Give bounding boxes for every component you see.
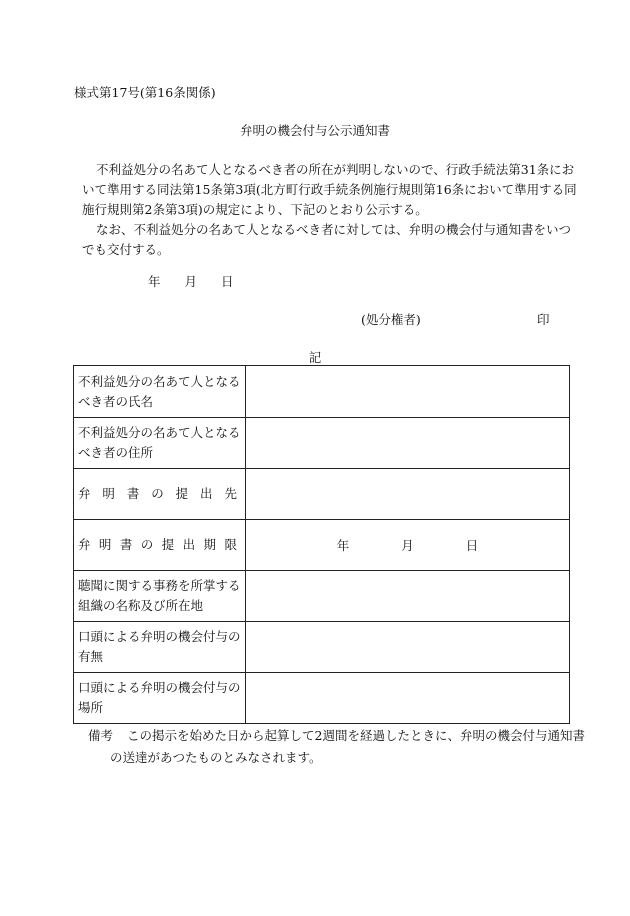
label-char: 明 [102, 486, 115, 501]
row-value [246, 469, 570, 520]
deadline-value [246, 520, 570, 571]
label-char: 出 [200, 486, 213, 501]
remarks-line: の送達があつたものとみなされます。 [110, 750, 322, 765]
body-line: でも交付する。 [82, 242, 170, 257]
label-line: 不利益処分の名あて人となる [78, 425, 241, 440]
label-line: べき者の住所 [78, 445, 154, 460]
row-label [74, 520, 246, 571]
seal-mark: 印 [537, 312, 550, 327]
label-line: 有無 [78, 649, 104, 664]
label-char: 提 [175, 486, 189, 501]
label-line: 口頭による弁明の機会付与の [78, 680, 241, 695]
table-row [74, 622, 570, 673]
document-title: 弁明の機会付与公示通知書 [239, 123, 390, 138]
remarks-label: 備考 [88, 728, 114, 743]
label-char: 書 [126, 486, 140, 501]
label-char: 出 [182, 537, 196, 552]
row-value [246, 571, 570, 622]
label-char: 明 [98, 537, 112, 552]
label-char: 書 [119, 537, 133, 552]
label-char: 弁 [78, 537, 91, 552]
body-line: なお、不利益処分の名あて人となるべき者に対しては、弁明の機会付与通知書をいつ [96, 222, 572, 237]
date-day: 日 [221, 274, 234, 289]
form-number: 様式第17号(第16条関係) [74, 85, 216, 100]
row-label [74, 673, 246, 724]
row-label [74, 469, 246, 520]
label-line: 組織の名称及び所在地 [78, 598, 204, 613]
table-row [74, 469, 570, 520]
row-value [246, 673, 570, 724]
row-value [246, 622, 570, 673]
label-char: 弁 [78, 486, 91, 501]
deadline-year: 年 [336, 538, 350, 553]
date-year: 年 [148, 274, 161, 289]
issue-date [148, 272, 234, 290]
row-label [74, 366, 246, 418]
remarks [88, 725, 585, 769]
label-char: 期 [203, 537, 217, 552]
notice-table [73, 365, 570, 724]
deadline-month: 月 [401, 538, 414, 553]
body-line: いて準用する同法第15条第3項(北方町行政手続条例施行規則第16条において準用する同 [82, 182, 577, 197]
body-line: 不利益処分の名あて人となるべき者の所在が判明しないので、行政手続法第31条にお [96, 162, 575, 177]
body-line: 施行規則第2条第3項)の規定により、下記のとおり公示する。 [82, 202, 428, 217]
label-char: の [140, 537, 154, 552]
authority-label: (処分権者) [361, 312, 421, 327]
table-row [74, 418, 570, 469]
label-line: 口頭による弁明の機会付与の [78, 629, 241, 644]
deadline-day: 日 [465, 538, 479, 553]
table-row [74, 520, 570, 571]
row-label [74, 622, 246, 673]
label-line: 場所 [78, 700, 104, 715]
table-row [74, 571, 570, 622]
label-char: 先 [224, 486, 237, 501]
label-char: の [151, 486, 164, 501]
row-value [246, 366, 570, 418]
remarks-text: この掲示を始めた日から起算して2週間を経過したときに、弁明の機会付与通知書 [127, 728, 585, 743]
label-line: 不利益処分の名あて人となる [78, 373, 241, 389]
table-row [74, 366, 570, 418]
label-char: 限 [224, 537, 237, 552]
row-value [246, 418, 570, 469]
label-line: べき者の氏名 [78, 393, 154, 409]
row-label [74, 418, 246, 469]
label-char: 提 [161, 537, 175, 552]
label-line: 聴聞に関する事務を所掌する [78, 578, 241, 593]
date-month: 月 [184, 274, 198, 289]
row-label [74, 571, 246, 622]
table-row [74, 673, 570, 724]
remarks-line [88, 725, 585, 747]
ki-heading: 記 [308, 350, 322, 365]
